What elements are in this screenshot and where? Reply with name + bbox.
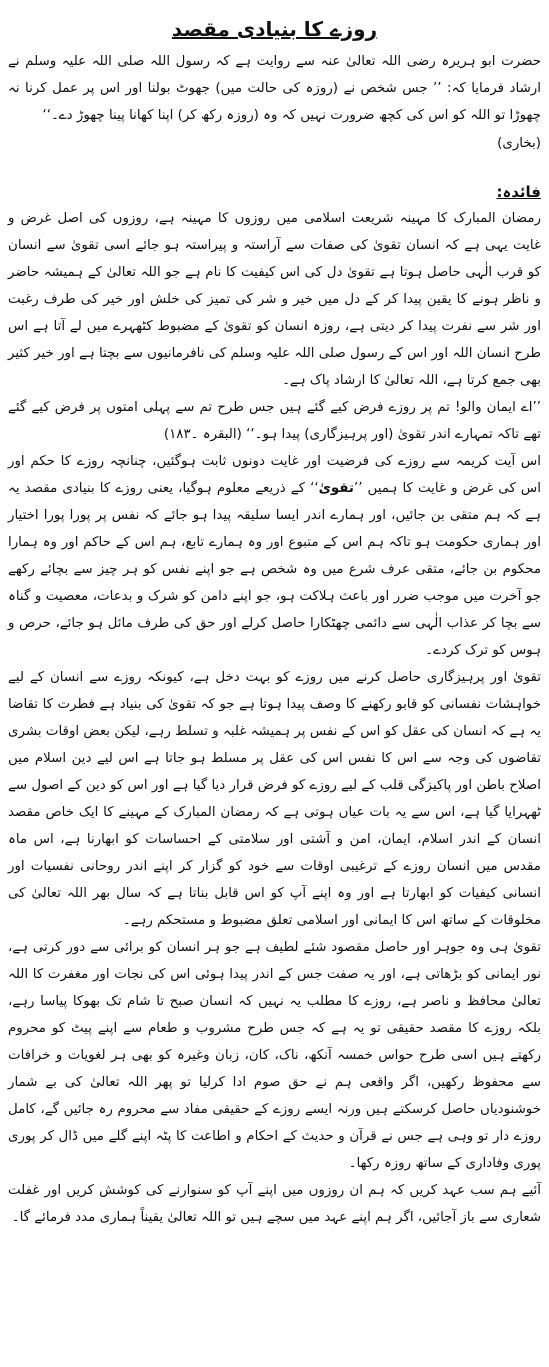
paragraph-5: آئیے ہم سب عہد کریں کہ ہم ان روزوں میں اپنے آپ کو سنوارنے کی کوشش کریں اور غفلت شعاری سے باز آجائیں، اگر ہم اپنے عہد میں سچے ہیں تو اللہ تعالیٰ یقیناً ہماری مدد فرمائے گا۔ xyxy=(8,1183,541,1225)
quran-verse: ’’اے ایمان والو! تم پر روزے فرض کیے گئے ہیں جس طرح تم سے پہلی امتوں پر فرض کیے گئے تھے تاکہ تمہارے اندر تقویٰ (اور پرہیزگاری) پیدا ہو۔‘‘ (البقرہ ۔۱۸۳) xyxy=(8,400,541,442)
taqwa-keyword: تقویٰ xyxy=(318,481,354,496)
paragraph-2 xyxy=(8,448,541,664)
hadith-text: حضرت ابو ہریرہ رضی اللہ تعالیٰ عنہ سے روایت ہے کہ رسول اللہ صلی اللہ علیہ وسلم نے ارشاد فرمایا کہ: ’’ جس شخص نے (روزہ کی حالت میں) جھوٹ بولنا اور اس پر عمل کرنا نہ چھوڑا تو اللہ کو اس کی کچھ ضرورت نہیں کہ وہ (روزہ رکھ کر) اپنا کھانا پینا چھوڑ دے۔‘‘ xyxy=(8,54,541,123)
hadith-reference: (بخاری) xyxy=(497,136,541,151)
paragraph-3: تقویٰ اور پرہیزگاری حاصل کرنے میں روزے کو بہت دخل ہے، کیونکہ روزے سے انسان کے لیے خواہشات نفسانی کو قابو رکھنے کا وصف پیدا ہوتا ہے جو کہ تقویٰ کی بنیاد ہے فطرت کا تقاضا یہ ہے کہ انسان کی عقل کو اس کے نفس پر ہمیشہ غلبہ و تسلط رہے، لیکن بعض اوقات بشری تقاضوں کی وجہ سے اس کا نفس اس کی عقل پر مسلط ہو جاتا ہے اس لیے دین اسلام میں اصلاح باطن اور پاکیزگی قلب کے لیے روزے کو فرض قرار دیا گیا ہے اور اس کو دین کے اصول سے ٹھہرایا گیا ہے، اس سے یہ بات عیاں ہوتی ہے کہ رمضان المبارک کے مہینے کا ایک خاص مقصد انسان کے اندر اسلام، ایمان، امن و آشتی اور سلامتی کے احساسات کو ابھارنا ہے، اس ماہ مقدس میں انسان روزے کے ترغیبی اوقات سے خود کو گزار کر اپنے اندر روحانی نفسیات اور انسانی کیفیات کو ابھارتا ہے اور وہ اپنے آپ کو اس قابل بناتا ہے کہ سال بھر اللہ تعالیٰ کی مخلوقات کے ساتھ اس کا ایمانی اور اسلامی تعلق مضبوط و مستحکم رہے۔ xyxy=(8,670,541,928)
paragraph-1: رمضان المبارک کا مہینہ شریعت اسلامی میں روزوں کا مہینہ ہے، روزوں کی اصل غرض و غایت یہی ہے کہ انسان تقویٰ کی صفات سے آراستہ و پیراستہ ہو جائے اسی تقویٰ سے انسان کو قرب الٰہی حاصل ہوتا ہے تقویٰ دل کی اس کیفیت کا نام ہے جو اللہ تعالیٰ کے ہمیشہ حاضر و ناظر ہونے کا یقین پیدا کر کے دل میں خیر و شر کی تمیز کی خلش اور خیر کی طرف رغبت اور شر سے نفرت پیدا کر دیتی ہے، روزہ انسان کو تقویٰ کے مضبوط کٹھہرے میں لے آتا ہے اس طرح انسان اللہ اور اس کے رسول صلی اللہ علیہ وسلم کی نافرمانیوں سے بچتا ہے اور خیر کثیر بھی جمع کرتا ہے، اللہ تعالیٰ کا ارشاد پاک ہے۔ xyxy=(8,211,541,388)
article-title: روزے کا بنیادی مقصد xyxy=(171,17,378,41)
benefit-heading: فائدہ: xyxy=(496,183,541,201)
paragraph-4: تقویٰ ہی وہ جوہر اور حاصل مقصود شئے لطیف ہے جو ہر انسان کو برائی سے دور کرتی ہے، نور ایمانی کو بڑھاتی ہے، اور یہ صفت جس کے اندر پیدا ہوئی اس کی نجات اور مغفرت کا اللہ تعالیٰ محافظ و ناصر ہے، روزے کا مطلب یہ نہیں کہ انسان صبح تا شام تک بھوکا پیاسا رہے، بلکہ روزے کا مقصد حقیقی تو یہ ہے کہ جس طرح مشروب و طعام سے اپنے پیٹ کو محروم رکھتے ہیں اسی طرح حواس خمسہ آنکھ، ناک، کان، زبان وغیرہ کو بھی ہر لغویات و خرافات سے محفوظ رکھیں، اگر واقعی ہم نے حق صوم ادا کرلیا تو پھر اللہ تعالیٰ کی بے شمار خوشنودیاں حاصل کرسکتے ہیں ورنہ ایسے روزے کے حقیقی مفاد سے محروم رہ جائیں گے، کامل روزے دار تو وہی ہے جس نے قرآن و حدیث کے احکام و اطاعت کا پٹہ اپنے گلے میں ڈال کر پوری پوری وفاداری کے ساتھ روزہ رکھا۔ xyxy=(8,940,541,1171)
paragraph-2-start: اس آیت کریمہ سے روزے کی فرضیت اور غایت دونوں ثابت ہوگئیں، چنانچہ روزے کا حکم اور اس کی غرض و غایت کا ہمیں ’’ xyxy=(8,454,541,496)
paragraph-2-end: ‘‘ کے ذریعے معلوم ہوگیا، یعنی روزے کا بنیادی مقصد یہ ہے کہ ہم متقی بن جائیں، اور ہمارے اندر ایسا سلیقہ پیدا ہو جائے کہ نفس پر پورا پورا اختیار اور ہماری حکومت ہو تاکہ ہم اس کے متبوع اور وہ ہمارے تابع، ہم اس کے حاکم اور وہ ہمارا محکوم بن جائے، متقی عرف شرع میں وہ شخص ہے جو اپنے نفس کو ہر چیز سے بچائے رکھے جو آخرت میں موجب ضرر اور باعث ہلاکت ہو، جو اپنے دامن کو شرک و بدعات، معصیت و گناہ سے بچا کر عذاب الٰہی سے دائمی چھٹکارا حاصل کرلے اور حق کی طرف مائل ہو جائے، حرص و ہوس کو ترک کردے۔ xyxy=(8,481,541,658)
